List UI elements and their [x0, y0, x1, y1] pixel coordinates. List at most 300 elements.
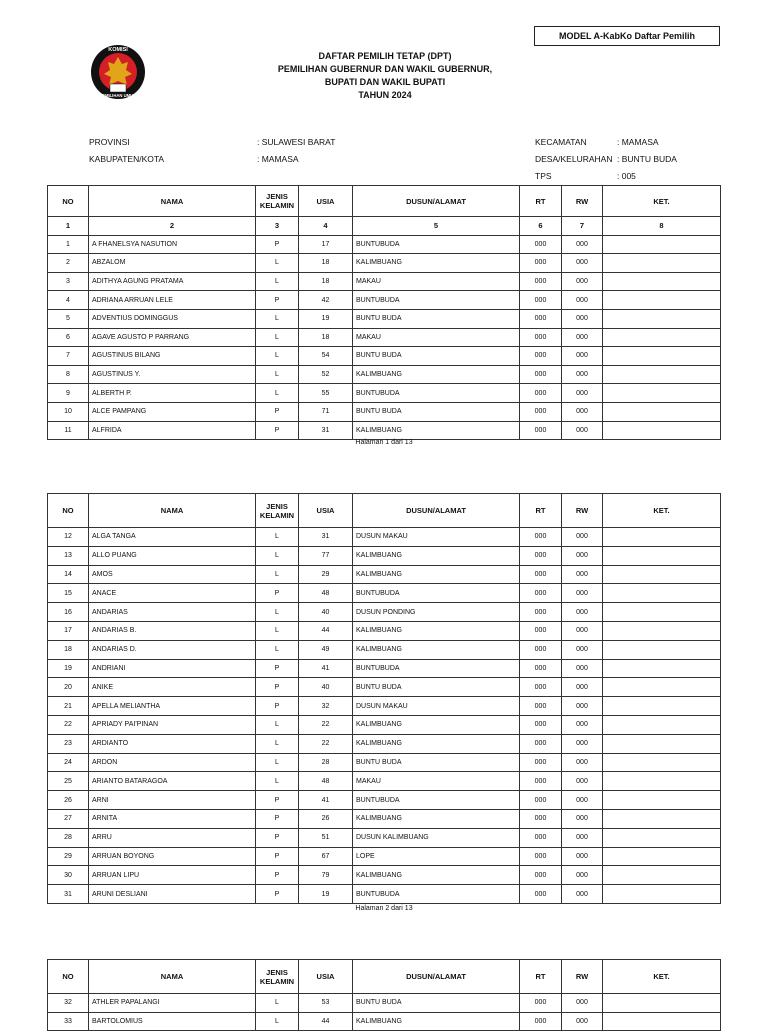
- table-row: [48, 621, 721, 640]
- cell-no: 4: [48, 291, 89, 310]
- cell-jenis-kelamin: L: [256, 272, 299, 291]
- cell-nama: ALGA TANGA: [89, 528, 256, 547]
- voter-table-page-1: [47, 185, 721, 440]
- cell-rw: 000: [562, 365, 603, 384]
- cell-rt: 000: [520, 291, 562, 310]
- cell-rw: 000: [562, 753, 603, 772]
- table-row: [48, 402, 721, 421]
- cell-rt: 000: [520, 565, 562, 584]
- cell-jenis-kelamin: L: [256, 546, 299, 565]
- cell-dusun: BUNTU BUDA: [353, 402, 520, 421]
- cell-rw: 000: [562, 809, 603, 828]
- table-row: [48, 235, 721, 254]
- cell-usia: 19: [299, 885, 353, 904]
- cell-jenis-kelamin: L: [256, 309, 299, 328]
- cell-ket: [603, 621, 721, 640]
- col-no: NO: [48, 960, 89, 994]
- cell-dusun: KALIMBUANG: [353, 715, 520, 734]
- cell-usia: 41: [299, 659, 353, 678]
- cell-usia: 49: [299, 640, 353, 659]
- cell-rw: 000: [562, 235, 603, 254]
- cell-rt: 000: [520, 753, 562, 772]
- cell-rt: 000: [520, 828, 562, 847]
- cell-nama: ADITHYA AGUNG PRATAMA: [89, 272, 256, 291]
- cell-rw: 000: [562, 715, 603, 734]
- cell-ket: [603, 546, 721, 565]
- cell-ket: [603, 235, 721, 254]
- title-line-1: DAFTAR PEMILIH TETAP (DPT): [318, 51, 452, 61]
- table-row: [48, 384, 721, 403]
- cell-nama: BARTOLOMIUS: [89, 1012, 256, 1031]
- cell-jenis-kelamin: L: [256, 753, 299, 772]
- table-row: [48, 715, 721, 734]
- col-usia: USIA: [299, 494, 353, 528]
- cell-jenis-kelamin: L: [256, 254, 299, 273]
- cell-nama: ANDARIAS: [89, 603, 256, 622]
- table-row: [48, 309, 721, 328]
- cell-dusun: BUNTU BUDA: [353, 994, 520, 1013]
- cell-rt: 000: [520, 809, 562, 828]
- cell-rw: 000: [562, 659, 603, 678]
- cell-nama: ANDARIAS D.: [89, 640, 256, 659]
- cell-nama: ATHLER PAPALANGI: [89, 994, 256, 1013]
- cell-usia: 22: [299, 715, 353, 734]
- table-row: [48, 328, 721, 347]
- cell-dusun: KALIMBUANG: [353, 421, 520, 440]
- table-row: [48, 347, 721, 366]
- cell-ket: [603, 272, 721, 291]
- cell-jenis-kelamin: P: [256, 659, 299, 678]
- cell-ket: [603, 384, 721, 403]
- cell-rt: 000: [520, 678, 562, 697]
- cell-usia: 41: [299, 791, 353, 810]
- cell-rt: 000: [520, 659, 562, 678]
- col-no: NO: [48, 186, 89, 217]
- col-jenis-kelamin: JENIS KELAMIN: [256, 960, 299, 994]
- col-number: 1: [48, 217, 89, 236]
- cell-rw: 000: [562, 291, 603, 310]
- provinsi-label: PROVINSI: [89, 137, 130, 147]
- cell-usia: 17: [299, 235, 353, 254]
- cell-rw: 000: [562, 640, 603, 659]
- cell-jenis-kelamin: P: [256, 584, 299, 603]
- cell-rw: 000: [562, 402, 603, 421]
- cell-rw: 000: [562, 866, 603, 885]
- cell-dusun: KALIMBUANG: [353, 1012, 520, 1031]
- cell-ket: [603, 365, 721, 384]
- cell-ket: [603, 791, 721, 810]
- cell-rt: 000: [520, 309, 562, 328]
- cell-usia: 67: [299, 847, 353, 866]
- cell-dusun: MAKAU: [353, 272, 520, 291]
- cell-nama: ALBERTH P.: [89, 384, 256, 403]
- cell-ket: [603, 885, 721, 904]
- col-usia: USIA: [299, 186, 353, 217]
- col-dusun: DUSUN/ALAMAT: [353, 186, 520, 217]
- col-usia: USIA: [299, 960, 353, 994]
- col-nama: NAMA: [89, 186, 256, 217]
- cell-ket: [603, 734, 721, 753]
- cell-no: 24: [48, 753, 89, 772]
- cell-rw: 000: [562, 621, 603, 640]
- cell-nama: ARRUAN BOYONG: [89, 847, 256, 866]
- cell-usia: 18: [299, 272, 353, 291]
- cell-rt: 000: [520, 697, 562, 716]
- cell-rt: 000: [520, 328, 562, 347]
- cell-usia: 51: [299, 828, 353, 847]
- cell-ket: [603, 291, 721, 310]
- cell-usia: 42: [299, 291, 353, 310]
- document-title: [240, 50, 530, 102]
- cell-jenis-kelamin: L: [256, 603, 299, 622]
- cell-dusun: DUSUN MAKAU: [353, 528, 520, 547]
- cell-dusun: KALIMBUANG: [353, 809, 520, 828]
- cell-jenis-kelamin: L: [256, 1012, 299, 1031]
- cell-dusun: BUNTUBUDA: [353, 791, 520, 810]
- cell-rt: 000: [520, 1012, 562, 1031]
- cell-jenis-kelamin: L: [256, 772, 299, 791]
- cell-nama: AGUSTINUS Y.: [89, 365, 256, 384]
- cell-usia: 52: [299, 365, 353, 384]
- table-row: [48, 791, 721, 810]
- cell-no: 20: [48, 678, 89, 697]
- cell-jenis-kelamin: L: [256, 328, 299, 347]
- cell-ket: [603, 659, 721, 678]
- cell-usia: 71: [299, 402, 353, 421]
- model-label: MODEL A-KabKo Daftar Pemilih: [534, 26, 720, 46]
- table-row: [48, 885, 721, 904]
- cell-rw: 000: [562, 309, 603, 328]
- cell-jenis-kelamin: P: [256, 421, 299, 440]
- cell-jenis-kelamin: L: [256, 994, 299, 1013]
- cell-usia: 55: [299, 384, 353, 403]
- cell-rw: 000: [562, 347, 603, 366]
- cell-rt: 000: [520, 866, 562, 885]
- col-ket: KET.: [603, 186, 721, 217]
- cell-usia: 40: [299, 678, 353, 697]
- cell-ket: [603, 847, 721, 866]
- cell-usia: 48: [299, 772, 353, 791]
- cell-nama: ARIANTO BATARAGOA: [89, 772, 256, 791]
- cell-ket: [603, 715, 721, 734]
- cell-nama: ANDARIAS B.: [89, 621, 256, 640]
- cell-nama: ALFRIDA: [89, 421, 256, 440]
- cell-no: 23: [48, 734, 89, 753]
- cell-rt: 000: [520, 384, 562, 403]
- cell-no: 22: [48, 715, 89, 734]
- page-footer-2: Halaman 2 dari 13: [355, 905, 413, 912]
- cell-rw: 000: [562, 885, 603, 904]
- table-row: [48, 1012, 721, 1031]
- cell-rw: 000: [562, 603, 603, 622]
- cell-ket: [603, 753, 721, 772]
- cell-jenis-kelamin: L: [256, 621, 299, 640]
- table-row: [48, 565, 721, 584]
- cell-rt: 000: [520, 235, 562, 254]
- cell-rw: 000: [562, 1012, 603, 1031]
- cell-rw: 000: [562, 828, 603, 847]
- cell-no: 21: [48, 697, 89, 716]
- col-rw: RW: [562, 494, 603, 528]
- kpu-logo-icon: [88, 42, 148, 112]
- cell-nama: ANDRIANI: [89, 659, 256, 678]
- cell-ket: [603, 584, 721, 603]
- cell-rw: 000: [562, 328, 603, 347]
- cell-rt: 000: [520, 994, 562, 1013]
- cell-rw: 000: [562, 847, 603, 866]
- cell-no: 3: [48, 272, 89, 291]
- cell-ket: [603, 254, 721, 273]
- cell-dusun: BUNTUBUDA: [353, 235, 520, 254]
- cell-rt: 000: [520, 421, 562, 440]
- cell-rw: 000: [562, 421, 603, 440]
- cell-rw: 000: [562, 528, 603, 547]
- cell-ket: [603, 528, 721, 547]
- cell-dusun: DUSUN PONDING: [353, 603, 520, 622]
- cell-nama: AGUSTINUS BILANG: [89, 347, 256, 366]
- cell-ket: [603, 565, 721, 584]
- kecamatan-value: : MAMASA: [617, 137, 659, 147]
- cell-no: 13: [48, 546, 89, 565]
- cell-usia: 40: [299, 603, 353, 622]
- col-ket: KET.: [603, 960, 721, 994]
- table-row: [48, 734, 721, 753]
- cell-nama: ADRIANA ARRUAN LELE: [89, 291, 256, 310]
- table-row: [48, 291, 721, 310]
- cell-rt: 000: [520, 772, 562, 791]
- cell-dusun: MAKAU: [353, 328, 520, 347]
- cell-ket: [603, 809, 721, 828]
- cell-nama: A FHANELSYA NASUTION: [89, 235, 256, 254]
- cell-dusun: KALIMBUANG: [353, 640, 520, 659]
- table-row: [48, 866, 721, 885]
- cell-rw: 000: [562, 254, 603, 273]
- cell-rw: 000: [562, 772, 603, 791]
- cell-dusun: BUNTU BUDA: [353, 753, 520, 772]
- title-line-2: PEMILIHAN GUBERNUR DAN WAKIL GUBERNUR,: [277, 64, 493, 74]
- cell-dusun: KALIMBUANG: [353, 254, 520, 273]
- logo-bottom-text: PEMILIHAN UMUM: [99, 93, 137, 98]
- col-nama: NAMA: [89, 494, 256, 528]
- cell-usia: 18: [299, 328, 353, 347]
- cell-usia: 26: [299, 809, 353, 828]
- cell-no: 11: [48, 421, 89, 440]
- cell-jenis-kelamin: P: [256, 235, 299, 254]
- cell-dusun: KALIMBUANG: [353, 546, 520, 565]
- table-row: [48, 697, 721, 716]
- cell-no: 29: [48, 847, 89, 866]
- cell-dusun: BUNTUBUDA: [353, 291, 520, 310]
- cell-no: 16: [48, 603, 89, 622]
- col-number: 4: [299, 217, 353, 236]
- cell-jenis-kelamin: P: [256, 697, 299, 716]
- col-rw: RW: [562, 960, 603, 994]
- cell-jenis-kelamin: L: [256, 384, 299, 403]
- kecamatan-label: KECAMATAN: [535, 137, 587, 147]
- cell-no: 8: [48, 365, 89, 384]
- cell-no: 27: [48, 809, 89, 828]
- cell-rt: 000: [520, 402, 562, 421]
- cell-rw: 000: [562, 697, 603, 716]
- table-row: [48, 421, 721, 440]
- cell-jenis-kelamin: L: [256, 734, 299, 753]
- cell-usia: 79: [299, 866, 353, 885]
- cell-dusun: BUNTUBUDA: [353, 659, 520, 678]
- table-row: [48, 546, 721, 565]
- cell-dusun: MAKAU: [353, 772, 520, 791]
- cell-ket: [603, 640, 721, 659]
- cell-no: 30: [48, 866, 89, 885]
- cell-rt: 000: [520, 734, 562, 753]
- cell-rw: 000: [562, 384, 603, 403]
- cell-nama: ARNITA: [89, 809, 256, 828]
- cell-ket: [603, 1012, 721, 1031]
- cell-jenis-kelamin: P: [256, 828, 299, 847]
- cell-nama: ARRU: [89, 828, 256, 847]
- tps-label: TPS: [535, 171, 552, 181]
- cell-dusun: DUSUN KALIMBUANG: [353, 828, 520, 847]
- cell-dusun: BUNTUBUDA: [353, 584, 520, 603]
- table-row: [48, 254, 721, 273]
- cell-no: 19: [48, 659, 89, 678]
- cell-rw: 000: [562, 584, 603, 603]
- cell-nama: ADVENTIUS DOMINGGUS: [89, 309, 256, 328]
- cell-ket: [603, 328, 721, 347]
- cell-no: 31: [48, 885, 89, 904]
- cell-nama: ANACE: [89, 584, 256, 603]
- col-jenis-kelamin: JENIS KELAMIN: [256, 494, 299, 528]
- cell-no: 12: [48, 528, 89, 547]
- cell-jenis-kelamin: P: [256, 678, 299, 697]
- cell-dusun: LOPE: [353, 847, 520, 866]
- cell-usia: 54: [299, 347, 353, 366]
- cell-usia: 48: [299, 584, 353, 603]
- cell-dusun: KALIMBUANG: [353, 365, 520, 384]
- cell-usia: 77: [299, 546, 353, 565]
- table-row: [48, 772, 721, 791]
- col-rt: RT: [520, 960, 562, 994]
- cell-nama: ALLO PUANG: [89, 546, 256, 565]
- cell-no: 25: [48, 772, 89, 791]
- cell-no: 2: [48, 254, 89, 273]
- cell-dusun: BUNTU BUDA: [353, 678, 520, 697]
- cell-no: 17: [48, 621, 89, 640]
- title-line-4: TAHUN 2024: [358, 90, 412, 100]
- cell-ket: [603, 994, 721, 1013]
- col-ket: KET.: [603, 494, 721, 528]
- cell-nama: ARNI: [89, 791, 256, 810]
- cell-rw: 000: [562, 546, 603, 565]
- cell-ket: [603, 309, 721, 328]
- cell-rw: 000: [562, 994, 603, 1013]
- cell-ket: [603, 678, 721, 697]
- logo-top-text: KOMISI: [108, 47, 128, 53]
- cell-usia: 32: [299, 697, 353, 716]
- cell-no: 10: [48, 402, 89, 421]
- cell-usia: 22: [299, 734, 353, 753]
- col-number: 2: [89, 217, 256, 236]
- cell-rt: 000: [520, 584, 562, 603]
- cell-jenis-kelamin: P: [256, 402, 299, 421]
- tps-value: : 005: [617, 171, 636, 181]
- cell-nama: ALCE PAMPANG: [89, 402, 256, 421]
- cell-no: 18: [48, 640, 89, 659]
- cell-rt: 000: [520, 546, 562, 565]
- table-row: [48, 603, 721, 622]
- cell-jenis-kelamin: P: [256, 291, 299, 310]
- col-dusun: DUSUN/ALAMAT: [353, 960, 520, 994]
- cell-nama: ARUNI DESLIANI: [89, 885, 256, 904]
- cell-rt: 000: [520, 885, 562, 904]
- cell-nama: APRIADY PAI'PINAN: [89, 715, 256, 734]
- cell-jenis-kelamin: L: [256, 715, 299, 734]
- cell-dusun: BUNTU BUDA: [353, 347, 520, 366]
- cell-usia: 18: [299, 254, 353, 273]
- cell-usia: 19: [299, 309, 353, 328]
- cell-no: 28: [48, 828, 89, 847]
- cell-nama: ANIKE: [89, 678, 256, 697]
- table-row: [48, 678, 721, 697]
- cell-dusun: BUNTUBUDA: [353, 885, 520, 904]
- cell-rt: 000: [520, 621, 562, 640]
- cell-rt: 000: [520, 254, 562, 273]
- col-number: 3: [256, 217, 299, 236]
- cell-ket: [603, 421, 721, 440]
- cell-ket: [603, 828, 721, 847]
- cell-no: 26: [48, 791, 89, 810]
- kabupaten-value: : MAMASA: [257, 154, 299, 164]
- cell-no: 15: [48, 584, 89, 603]
- voter-table-page-2: [47, 493, 721, 904]
- table-row: [48, 640, 721, 659]
- cell-jenis-kelamin: L: [256, 565, 299, 584]
- cell-ket: [603, 866, 721, 885]
- cell-dusun: BUNTUBUDA: [353, 384, 520, 403]
- cell-rw: 000: [562, 734, 603, 753]
- desa-label: DESA/KELURAHAN: [535, 154, 613, 164]
- cell-nama: AGAVE AGUSTO P PARRANG: [89, 328, 256, 347]
- table-row: [48, 365, 721, 384]
- cell-rt: 000: [520, 347, 562, 366]
- table-row: [48, 828, 721, 847]
- cell-no: 7: [48, 347, 89, 366]
- cell-no: 32: [48, 994, 89, 1013]
- col-rt: RT: [520, 494, 562, 528]
- cell-jenis-kelamin: P: [256, 885, 299, 904]
- cell-rt: 000: [520, 715, 562, 734]
- table-row: [48, 809, 721, 828]
- cell-ket: [603, 772, 721, 791]
- cell-usia: 44: [299, 1012, 353, 1031]
- cell-jenis-kelamin: P: [256, 809, 299, 828]
- kabupaten-label: KABUPATEN/KOTA: [89, 154, 165, 164]
- cell-usia: 44: [299, 621, 353, 640]
- cell-ket: [603, 402, 721, 421]
- cell-rw: 000: [562, 272, 603, 291]
- cell-nama: AMOS: [89, 565, 256, 584]
- cell-jenis-kelamin: L: [256, 528, 299, 547]
- cell-rw: 000: [562, 565, 603, 584]
- col-rt: RT: [520, 186, 562, 217]
- cell-jenis-kelamin: L: [256, 640, 299, 659]
- cell-jenis-kelamin: P: [256, 791, 299, 810]
- col-no: NO: [48, 494, 89, 528]
- cell-no: 5: [48, 309, 89, 328]
- cell-nama: ARDIANTO: [89, 734, 256, 753]
- cell-no: 33: [48, 1012, 89, 1031]
- col-number: 6: [520, 217, 562, 236]
- cell-usia: 29: [299, 565, 353, 584]
